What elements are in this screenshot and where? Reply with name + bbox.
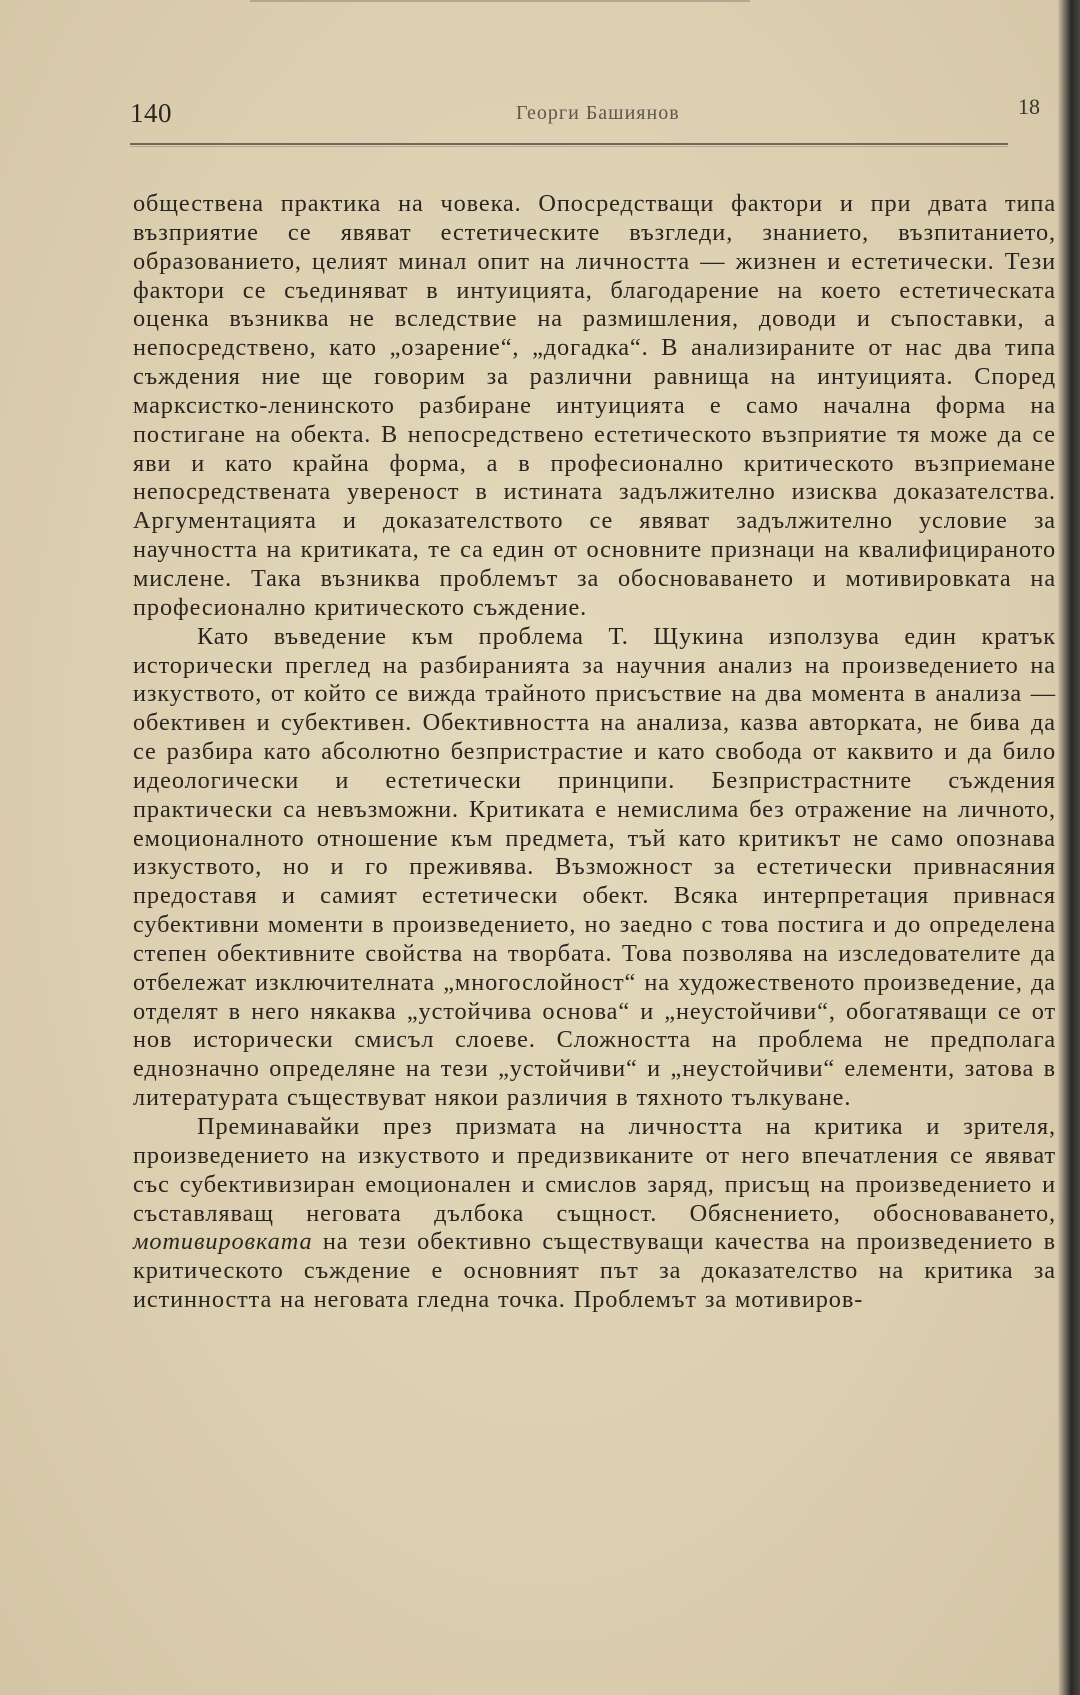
italic-term: мотивировката <box>133 1228 313 1256</box>
paragraph-3-part-1: Преминавайки през призмата на личността на критика и зрителя, произведението на изкуството и предизвиканите от него впечатления се явяват със субективизиран емоционален и смислов заряд, присъщ на произведението и съставляващ неговата дълбока същност. Обяснението, обосноваването, <box>133 1113 1056 1227</box>
paragraph-3-part-2: на тези обективно съществуващи качества на произведението в критическото съждение е основният път за доказателство на критика за истинността на неговата гледна точка. Проблемът за мотивиров- <box>133 1228 1056 1314</box>
body-text <box>133 190 1056 1315</box>
header-rule <box>130 143 1008 145</box>
book-spine-shadow <box>1058 0 1080 1695</box>
paragraph-3 <box>133 1113 1056 1315</box>
running-head: Георги Башиянов <box>516 102 680 124</box>
paragraph-2: Като въведение към проблема Т. Щукина използува един кратък исторически преглед на разбиранията за научния анализ на произведението на изкуството, от който се вижда трайното присъствие на два момента в анализа — обективен и субективен. Обективността на анализа, казва авторката, не бива да се разбира като абсолютно безпристрастие и като свобода от каквито и да било идеологически и естетически принципи. Безпристрастните съждения практически са невъзможни. Критиката е немислима без отражение на личното, емоционалното отношение към предмета, тъй като критикът не само опознава изкуството, но и го преживява. Възможност за естетически привнасяния предоставя и самият естетически обект. Всяка интерпретация привнася субективни моменти в произведението, но заедно с това постига и до определена степен обективните свойства на творбата. Това позволява на изследователите да отбележат изключителната „многослойност“ на художественото произведение, да отделят в него някаква „устойчива основа“ и „неустойчиви“, обогатяващи се от нов исторически смисъл слоеве. Сложността на проблема не предполага еднозначно определяне на тези „устойчиви“ и „неустойчиви“ елементи, затова в литературата съществуват някои различия в тяхното тълкуване. <box>133 622 1056 1112</box>
signature-mark: 18 <box>1018 94 1040 119</box>
paragraph-1: обществена практика на човека. Опосредстващи фактори и при двата типа възприятие се явяват естетическите възгледи, знанието, възпитанието, образованието, целият минал опит на личността — жизнен и естетически. Тези фактори се съединяват в интуицията, благодарение на което естетическата оценка възниква не вследствие на размишления, доводи и съпоставки, а непосредствено, като „озарение“, „догадка“. В анализираните от нас два типа съждения ние ще говорим за различни равнища на интуицията. Според марксистко-ленинското разбиране интуицията е само начална форма на постигане на обекта. В непосредствено естетическото възприятие тя може да се яви и като крайна форма, а в професионално критическото възприемане непосредствената увереност в истината задължително изисква доказателства. Аргументацията и доказателството се явяват задължително условие за научността на критиката, те са един от основните признаци на квалифицираното мислене. Така възниква проблемът за обосноваването и мотивировката на професионално критическото съждение. <box>133 190 1056 621</box>
header-rule-shadow <box>130 146 1008 147</box>
top-edge-mark <box>250 0 750 2</box>
page-number: 140 <box>130 98 172 128</box>
page-header <box>130 94 1040 138</box>
